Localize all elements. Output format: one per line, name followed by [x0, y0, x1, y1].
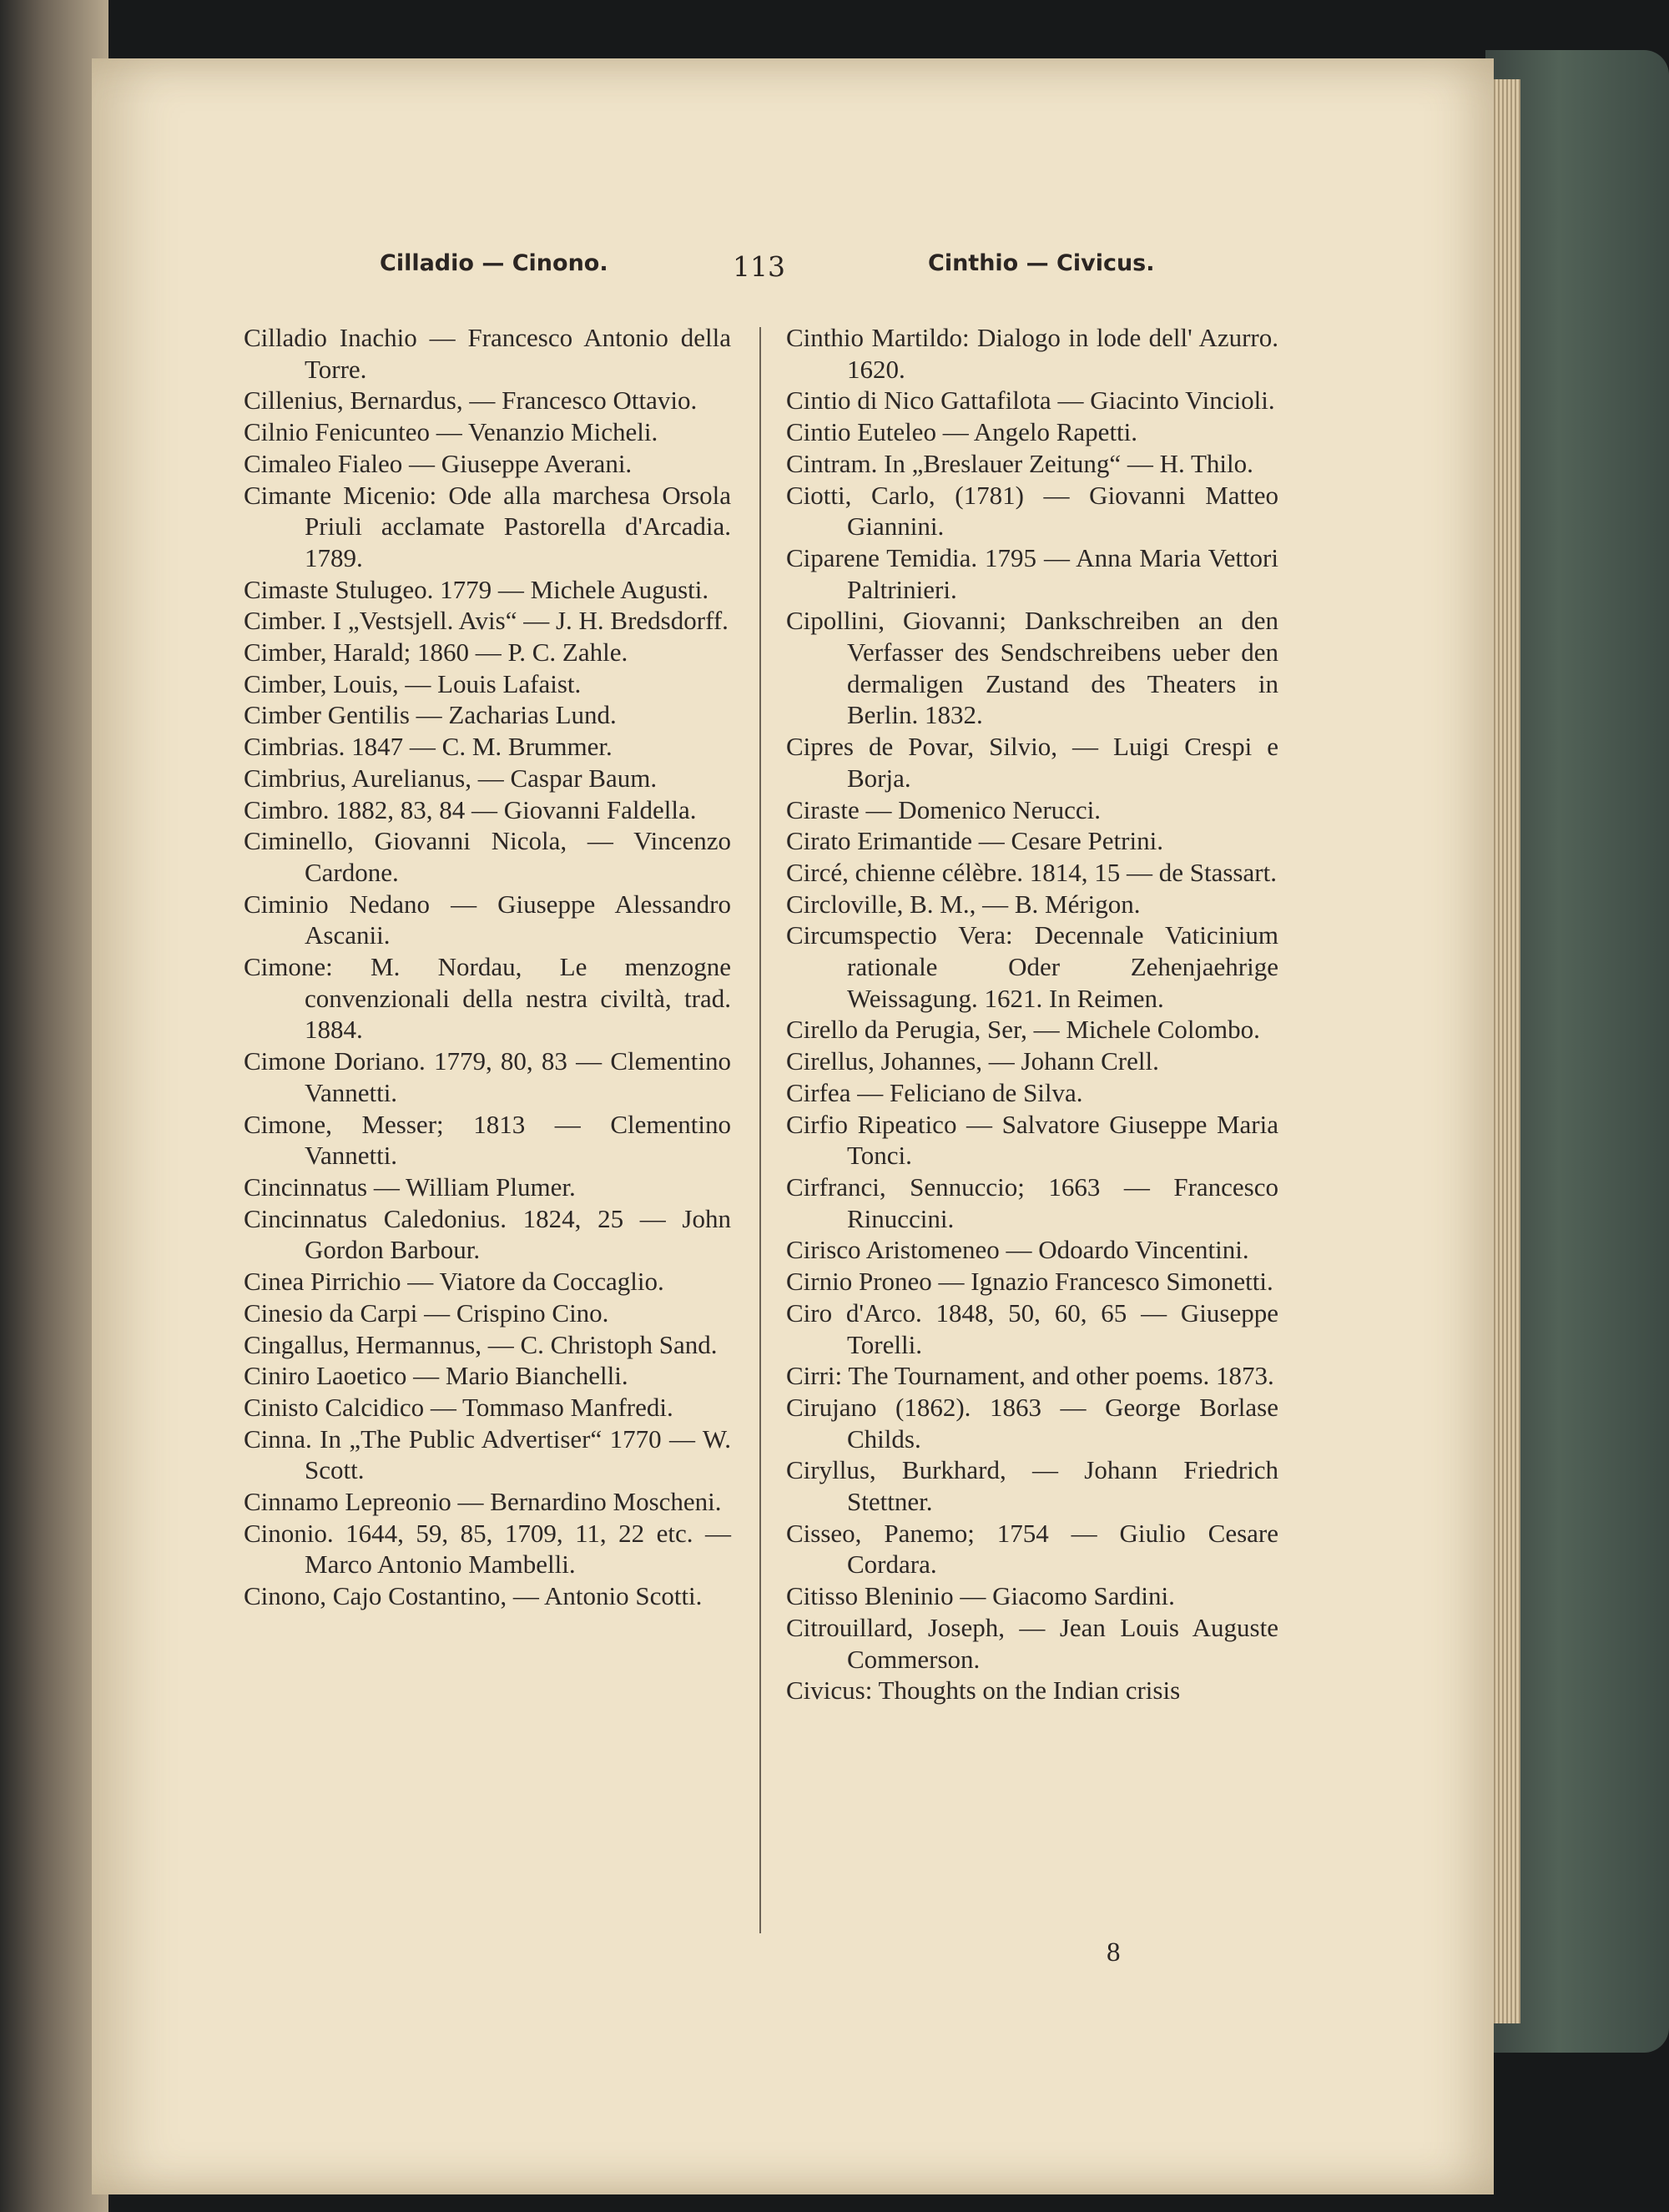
entry: Cincinnatus Caledonius. 1824, 25 — John Gordon Barbour. [244, 1203, 731, 1265]
entry: Cinono, Cajo Costantino, — Antonio Scotti. [244, 1581, 703, 1611]
entry: Cirato Erimantide — Cesare Petrini. [786, 826, 1163, 856]
entry: Cirello da Perugia, Ser, — Michele Colombo. [786, 1015, 1260, 1045]
entry: Cintio Euteleo — Angelo Rapetti. [786, 417, 1138, 447]
entry: Citrouillard, Joseph, — Jean Louis Auguste Commerson. [786, 1612, 1278, 1674]
entry: Cintram. In „Breslauer Zeitung“ — H. Thilo. [786, 448, 1253, 478]
entry: Civicus: Thoughts on the Indian crisis [786, 1675, 1181, 1706]
entry: Circloville, B. M., — B. Mérigon. [786, 889, 1141, 919]
entry: Cinesio da Carpi — Crispino Cino. [244, 1297, 609, 1328]
left-column [244, 322, 731, 1612]
entry: Cimaste Stulugeo. 1779 — Michele Augusti. [244, 574, 709, 604]
entry: Cinna. In „The Public Advertiser“ 1770 — W. Scott. [244, 1423, 731, 1485]
entry: Cimbrias. 1847 — C. M. Brummer. [244, 732, 613, 762]
entry: Citisso Bleninio — Giacomo Sardini. [786, 1581, 1175, 1611]
entry: Ciotti, Carlo, (1781) — Giovanni Matteo Giannini. [786, 480, 1278, 542]
entry: Cirfio Ripeatico — Salvatore Giuseppe Maria Tonci. [786, 1109, 1278, 1171]
entry: Cirfranci, Sennuccio; 1663 — Francesco Rinuccini. [786, 1172, 1278, 1233]
entry: Cimone: M. Nordau, Le menzogne convenzionali della nestra civiltà, trad. 1884. [244, 952, 731, 1045]
entry: Cipollini, Giovanni; Dankschreiben an den Verfasser des Sendschreibens ueber den dermaligen Zustand des Theaters in Berlin. 1832. [786, 606, 1278, 730]
entry: Cincinnatus — William Plumer. [244, 1172, 576, 1202]
entry: Cintio di Nico Gattafilota — Giacinto Vincioli. [786, 385, 1275, 416]
entry: Cimbro. 1882, 83, 84 — Giovanni Faldella. [244, 794, 697, 824]
right-column [786, 322, 1278, 1706]
entry: Cimber. I „Vestsjell. Avis“ — J. H. Bredsdorff. [244, 606, 729, 636]
page-number: 113 [733, 250, 785, 283]
entry: Cilladio Inachio — Francesco Antonio della Torre. [244, 323, 731, 384]
entry: Cinonio. 1644, 59, 85, 1709, 11, 22 etc. — Marco Antonio Mambelli. [244, 1518, 731, 1580]
entry: Cilnio Fenicunteo — Venanzio Micheli. [244, 417, 658, 447]
entry: Cinea Pirrichio — Viatore da Coccaglio. [244, 1267, 664, 1297]
column-divider [759, 327, 761, 1933]
entry: Cimante Micenio: Ode alla marchesa Orsola Priuli acclamate Pastorella d'Arcadia. 1789. [244, 480, 731, 572]
entry: Cimber Gentilis — Zacharias Lund. [244, 700, 617, 730]
entry: Cirisco Aristomeneo — Odoardo Vincentini. [786, 1235, 1249, 1265]
running-head-right: Cinthio — Civicus. [928, 250, 1155, 276]
entry: Cimber, Louis, — Louis Lafaist. [244, 668, 582, 698]
entry: Cillenius, Bernardus, — Francesco Ottavio. [244, 385, 698, 416]
entry: Cirellus, Johannes, — Johann Crell. [786, 1046, 1159, 1076]
running-head-left: Cilladio — Cinono. [380, 250, 608, 276]
entry: Circumspectio Vera: Decennale Vaticinium rationale Oder Zehenjaehrige Weissagung. 1621. In Reimen. [786, 920, 1278, 1013]
entry: Cimone, Messer; 1813 — Clementino Vannetti. [244, 1109, 731, 1171]
entry: Cisseo, Panemo; 1754 — Giulio Cesare Cordara. [786, 1518, 1278, 1580]
entry: Circé, chienne célèbre. 1814, 15 — de Stassart. [786, 857, 1277, 887]
signature-mark: 8 [1107, 1937, 1121, 1968]
entry: Cingallus, Hermannus, — C. Christoph Sand. [244, 1329, 718, 1359]
entry: Cirri: The Tournament, and other poems. 1873. [786, 1361, 1274, 1391]
entry: Ciryllus, Burkhard, — Johann Friedrich Stettner. [786, 1455, 1278, 1517]
entry: Cirfea — Feliciano de Silva. [786, 1077, 1083, 1107]
entry: Ciniro Laoetico — Mario Bianchelli. [244, 1361, 628, 1391]
entry: Cirnio Proneo — Ignazio Francesco Simonetti. [786, 1267, 1273, 1297]
entry: Cimbrius, Aurelianus, — Caspar Baum. [244, 763, 658, 793]
entry: Cimaleo Fialeo — Giuseppe Averani. [244, 448, 633, 478]
entry: Cipres de Povar, Silvio, — Luigi Crespi e Borja. [786, 732, 1278, 793]
entry: Ciparene Temidia. 1795 — Anna Maria Vettori Paltrinieri. [786, 542, 1278, 604]
entry: Ciraste — Domenico Nerucci. [786, 794, 1102, 824]
entry: Cinisto Calcidico — Tommaso Manfredi. [244, 1392, 673, 1422]
entry: Ciro d'Arco. 1848, 50, 60, 65 — Giuseppe Torelli. [786, 1297, 1278, 1359]
entry: Cimone Doriano. 1779, 80, 83 — Clementino Vannetti. [244, 1046, 731, 1107]
entry: Cimber, Harald; 1860 — P. C. Zahle. [244, 637, 628, 668]
entry: Ciminio Nedano — Giuseppe Alessandro Ascanii. [244, 889, 731, 950]
entry: Cinnamo Lepreonio — Bernardino Moscheni. [244, 1487, 722, 1517]
entry: Ciminello, Giovanni Nicola, — Vincenzo Cardone. [244, 826, 731, 887]
entry: Cinthio Martildo: Dialogo in lode dell' Azurro. 1620. [786, 323, 1278, 384]
entry: Cirujano (1862). 1863 — George Borlase Childs. [786, 1392, 1278, 1454]
